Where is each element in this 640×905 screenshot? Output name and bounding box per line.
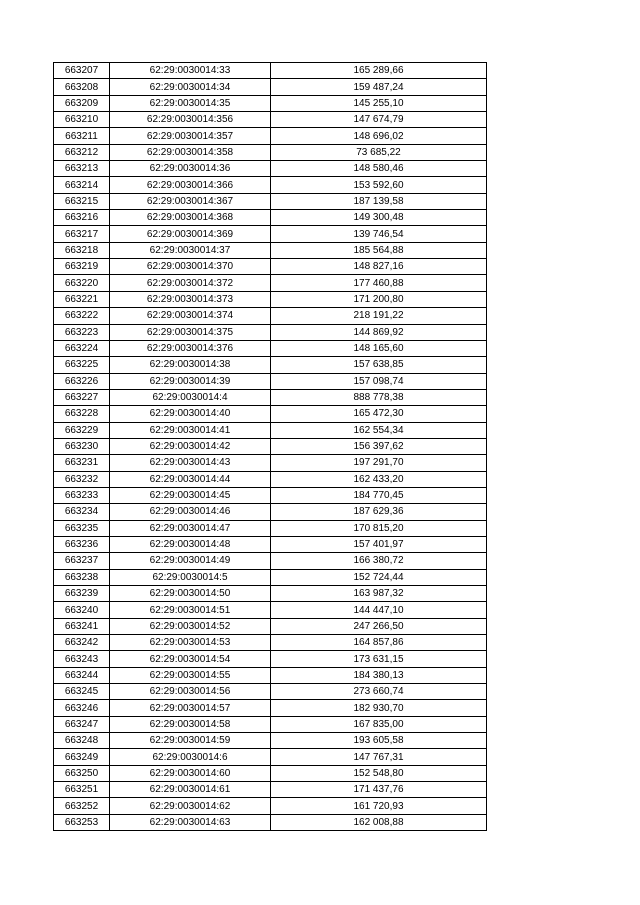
table-row bbox=[54, 161, 487, 177]
cadastral-number-cell: 62:29:0030014:48 bbox=[110, 536, 271, 552]
row-number-cell: 663212 bbox=[54, 144, 110, 160]
value-cell: 247 266,50 bbox=[271, 618, 487, 634]
cadastral-number-cell: 62:29:0030014:357 bbox=[110, 128, 271, 144]
value-cell: 187 139,58 bbox=[271, 193, 487, 209]
row-number-cell: 663222 bbox=[54, 308, 110, 324]
value-cell: 159 487,24 bbox=[271, 79, 487, 95]
value-cell: 171 437,76 bbox=[271, 782, 487, 798]
row-number-cell: 663207 bbox=[54, 63, 110, 79]
value-cell: 148 580,46 bbox=[271, 161, 487, 177]
cadastral-number-cell: 62:29:0030014:369 bbox=[110, 226, 271, 242]
cadastral-number-cell: 62:29:0030014:41 bbox=[110, 422, 271, 438]
value-cell: 144 447,10 bbox=[271, 602, 487, 618]
cadastral-number-cell: 62:29:0030014:36 bbox=[110, 161, 271, 177]
value-cell: 273 660,74 bbox=[271, 684, 487, 700]
row-number-cell: 663220 bbox=[54, 275, 110, 291]
cadastral-number-cell: 62:29:0030014:43 bbox=[110, 455, 271, 471]
cadastral-number-cell: 62:29:0030014:46 bbox=[110, 504, 271, 520]
value-cell: 184 380,13 bbox=[271, 667, 487, 683]
row-number-cell: 663233 bbox=[54, 487, 110, 503]
cadastral-number-cell: 62:29:0030014:373 bbox=[110, 291, 271, 307]
row-number-cell: 663210 bbox=[54, 112, 110, 128]
row-number-cell: 663235 bbox=[54, 520, 110, 536]
cadastral-number-cell: 62:29:0030014:6 bbox=[110, 749, 271, 765]
table-row bbox=[54, 504, 487, 520]
table-body bbox=[54, 63, 487, 831]
table-row bbox=[54, 193, 487, 209]
table-row bbox=[54, 700, 487, 716]
cadastral-value-table bbox=[53, 62, 487, 831]
table-row bbox=[54, 291, 487, 307]
row-number-cell: 663240 bbox=[54, 602, 110, 618]
row-number-cell: 663248 bbox=[54, 733, 110, 749]
table-row bbox=[54, 782, 487, 798]
row-number-cell: 663247 bbox=[54, 716, 110, 732]
row-number-cell: 663215 bbox=[54, 193, 110, 209]
value-cell: 162 433,20 bbox=[271, 471, 487, 487]
row-number-cell: 663213 bbox=[54, 161, 110, 177]
value-cell: 162 008,88 bbox=[271, 814, 487, 830]
value-cell: 170 815,20 bbox=[271, 520, 487, 536]
table-row bbox=[54, 177, 487, 193]
table-row bbox=[54, 438, 487, 454]
value-cell: 145 255,10 bbox=[271, 95, 487, 111]
table-row bbox=[54, 373, 487, 389]
table-row bbox=[54, 242, 487, 258]
cadastral-number-cell: 62:29:0030014:368 bbox=[110, 210, 271, 226]
value-cell: 157 638,85 bbox=[271, 357, 487, 373]
table-row bbox=[54, 536, 487, 552]
table-row bbox=[54, 520, 487, 536]
row-number-cell: 663231 bbox=[54, 455, 110, 471]
value-cell: 173 631,15 bbox=[271, 651, 487, 667]
row-number-cell: 663241 bbox=[54, 618, 110, 634]
table-row bbox=[54, 340, 487, 356]
row-number-cell: 663216 bbox=[54, 210, 110, 226]
table-row bbox=[54, 128, 487, 144]
row-number-cell: 663227 bbox=[54, 389, 110, 405]
value-cell: 165 289,66 bbox=[271, 63, 487, 79]
cadastral-number-cell: 62:29:0030014:33 bbox=[110, 63, 271, 79]
value-cell: 162 554,34 bbox=[271, 422, 487, 438]
row-number-cell: 663232 bbox=[54, 471, 110, 487]
table-row bbox=[54, 308, 487, 324]
row-number-cell: 663250 bbox=[54, 765, 110, 781]
cadastral-number-cell: 62:29:0030014:50 bbox=[110, 586, 271, 602]
value-cell: 139 746,54 bbox=[271, 226, 487, 242]
row-number-cell: 663226 bbox=[54, 373, 110, 389]
value-cell: 166 380,72 bbox=[271, 553, 487, 569]
table-row bbox=[54, 357, 487, 373]
row-number-cell: 663219 bbox=[54, 259, 110, 275]
cadastral-number-cell: 62:29:0030014:35 bbox=[110, 95, 271, 111]
value-cell: 197 291,70 bbox=[271, 455, 487, 471]
value-cell: 147 767,31 bbox=[271, 749, 487, 765]
cadastral-number-cell: 62:29:0030014:62 bbox=[110, 798, 271, 814]
row-number-cell: 663249 bbox=[54, 749, 110, 765]
row-number-cell: 663244 bbox=[54, 667, 110, 683]
table-row bbox=[54, 733, 487, 749]
cadastral-number-cell: 62:29:0030014:58 bbox=[110, 716, 271, 732]
cadastral-number-cell: 62:29:0030014:59 bbox=[110, 733, 271, 749]
row-number-cell: 663238 bbox=[54, 569, 110, 585]
value-cell: 187 629,36 bbox=[271, 504, 487, 520]
cadastral-number-cell: 62:29:0030014:45 bbox=[110, 487, 271, 503]
value-cell: 164 857,86 bbox=[271, 635, 487, 651]
cadastral-number-cell: 62:29:0030014:51 bbox=[110, 602, 271, 618]
cadastral-number-cell: 62:29:0030014:63 bbox=[110, 814, 271, 830]
value-cell: 152 724,44 bbox=[271, 569, 487, 585]
table-row bbox=[54, 210, 487, 226]
table-row bbox=[54, 455, 487, 471]
table-row bbox=[54, 112, 487, 128]
row-number-cell: 663252 bbox=[54, 798, 110, 814]
cadastral-number-cell: 62:29:0030014:57 bbox=[110, 700, 271, 716]
table-row bbox=[54, 553, 487, 569]
value-cell: 152 548,80 bbox=[271, 765, 487, 781]
cadastral-number-cell: 62:29:0030014:34 bbox=[110, 79, 271, 95]
cadastral-number-cell: 62:29:0030014:52 bbox=[110, 618, 271, 634]
value-cell: 185 564,88 bbox=[271, 242, 487, 258]
value-cell: 193 605,58 bbox=[271, 733, 487, 749]
value-cell: 161 720,93 bbox=[271, 798, 487, 814]
row-number-cell: 663243 bbox=[54, 651, 110, 667]
value-cell: 157 098,74 bbox=[271, 373, 487, 389]
value-cell: 148 827,16 bbox=[271, 259, 487, 275]
row-number-cell: 663214 bbox=[54, 177, 110, 193]
row-number-cell: 663218 bbox=[54, 242, 110, 258]
row-number-cell: 663237 bbox=[54, 553, 110, 569]
value-cell: 167 835,00 bbox=[271, 716, 487, 732]
table-row bbox=[54, 765, 487, 781]
value-cell: 149 300,48 bbox=[271, 210, 487, 226]
table-row bbox=[54, 749, 487, 765]
table-row bbox=[54, 602, 487, 618]
value-cell: 184 770,45 bbox=[271, 487, 487, 503]
table-row bbox=[54, 618, 487, 634]
row-number-cell: 663217 bbox=[54, 226, 110, 242]
table-row bbox=[54, 586, 487, 602]
value-cell: 156 397,62 bbox=[271, 438, 487, 454]
cadastral-number-cell: 62:29:0030014:38 bbox=[110, 357, 271, 373]
row-number-cell: 663221 bbox=[54, 291, 110, 307]
cadastral-number-cell: 62:29:0030014:54 bbox=[110, 651, 271, 667]
row-number-cell: 663209 bbox=[54, 95, 110, 111]
value-cell: 182 930,70 bbox=[271, 700, 487, 716]
cadastral-number-cell: 62:29:0030014:39 bbox=[110, 373, 271, 389]
cadastral-number-cell: 62:29:0030014:370 bbox=[110, 259, 271, 275]
value-cell: 165 472,30 bbox=[271, 406, 487, 422]
row-number-cell: 663225 bbox=[54, 357, 110, 373]
cadastral-number-cell: 62:29:0030014:374 bbox=[110, 308, 271, 324]
table-row bbox=[54, 422, 487, 438]
value-cell: 888 778,38 bbox=[271, 389, 487, 405]
cadastral-number-cell: 62:29:0030014:366 bbox=[110, 177, 271, 193]
row-number-cell: 663211 bbox=[54, 128, 110, 144]
row-number-cell: 663242 bbox=[54, 635, 110, 651]
row-number-cell: 663208 bbox=[54, 79, 110, 95]
row-number-cell: 663239 bbox=[54, 586, 110, 602]
table-row bbox=[54, 324, 487, 340]
cadastral-number-cell: 62:29:0030014:4 bbox=[110, 389, 271, 405]
table-row bbox=[54, 144, 487, 160]
cadastral-number-cell: 62:29:0030014:356 bbox=[110, 112, 271, 128]
value-cell: 73 685,22 bbox=[271, 144, 487, 160]
cadastral-number-cell: 62:29:0030014:40 bbox=[110, 406, 271, 422]
cadastral-number-cell: 62:29:0030014:376 bbox=[110, 340, 271, 356]
cadastral-number-cell: 62:29:0030014:61 bbox=[110, 782, 271, 798]
cadastral-number-cell: 62:29:0030014:372 bbox=[110, 275, 271, 291]
value-cell: 148 696,02 bbox=[271, 128, 487, 144]
value-cell: 177 460,88 bbox=[271, 275, 487, 291]
row-number-cell: 663224 bbox=[54, 340, 110, 356]
cadastral-number-cell: 62:29:0030014:49 bbox=[110, 553, 271, 569]
row-number-cell: 663251 bbox=[54, 782, 110, 798]
cadastral-number-cell: 62:29:0030014:47 bbox=[110, 520, 271, 536]
table-row bbox=[54, 275, 487, 291]
value-cell: 157 401,97 bbox=[271, 536, 487, 552]
row-number-cell: 663230 bbox=[54, 438, 110, 454]
cadastral-number-cell: 62:29:0030014:42 bbox=[110, 438, 271, 454]
row-number-cell: 663234 bbox=[54, 504, 110, 520]
table-row bbox=[54, 716, 487, 732]
value-cell: 153 592,60 bbox=[271, 177, 487, 193]
row-number-cell: 663223 bbox=[54, 324, 110, 340]
value-cell: 144 869,92 bbox=[271, 324, 487, 340]
table-row bbox=[54, 798, 487, 814]
table-row bbox=[54, 635, 487, 651]
row-number-cell: 663246 bbox=[54, 700, 110, 716]
table-row bbox=[54, 226, 487, 242]
row-number-cell: 663229 bbox=[54, 422, 110, 438]
row-number-cell: 663253 bbox=[54, 814, 110, 830]
table-row bbox=[54, 487, 487, 503]
table-row bbox=[54, 651, 487, 667]
cadastral-number-cell: 62:29:0030014:5 bbox=[110, 569, 271, 585]
table-row bbox=[54, 406, 487, 422]
cadastral-number-cell: 62:29:0030014:37 bbox=[110, 242, 271, 258]
value-cell: 148 165,60 bbox=[271, 340, 487, 356]
table-row bbox=[54, 259, 487, 275]
value-cell: 171 200,80 bbox=[271, 291, 487, 307]
cadastral-number-cell: 62:29:0030014:375 bbox=[110, 324, 271, 340]
cadastral-number-cell: 62:29:0030014:44 bbox=[110, 471, 271, 487]
cadastral-number-cell: 62:29:0030014:55 bbox=[110, 667, 271, 683]
cadastral-number-cell: 62:29:0030014:358 bbox=[110, 144, 271, 160]
cadastral-number-cell: 62:29:0030014:53 bbox=[110, 635, 271, 651]
row-number-cell: 663245 bbox=[54, 684, 110, 700]
value-cell: 218 191,22 bbox=[271, 308, 487, 324]
cadastral-number-cell: 62:29:0030014:56 bbox=[110, 684, 271, 700]
table-row bbox=[54, 389, 487, 405]
cadastral-number-cell: 62:29:0030014:60 bbox=[110, 765, 271, 781]
row-number-cell: 663228 bbox=[54, 406, 110, 422]
table-row bbox=[54, 95, 487, 111]
value-cell: 147 674,79 bbox=[271, 112, 487, 128]
table-row bbox=[54, 814, 487, 830]
value-cell: 163 987,32 bbox=[271, 586, 487, 602]
table-row bbox=[54, 684, 487, 700]
table-row bbox=[54, 471, 487, 487]
table-row bbox=[54, 79, 487, 95]
cadastral-number-cell: 62:29:0030014:367 bbox=[110, 193, 271, 209]
row-number-cell: 663236 bbox=[54, 536, 110, 552]
table-row bbox=[54, 667, 487, 683]
table-row bbox=[54, 569, 487, 585]
table-row bbox=[54, 63, 487, 79]
